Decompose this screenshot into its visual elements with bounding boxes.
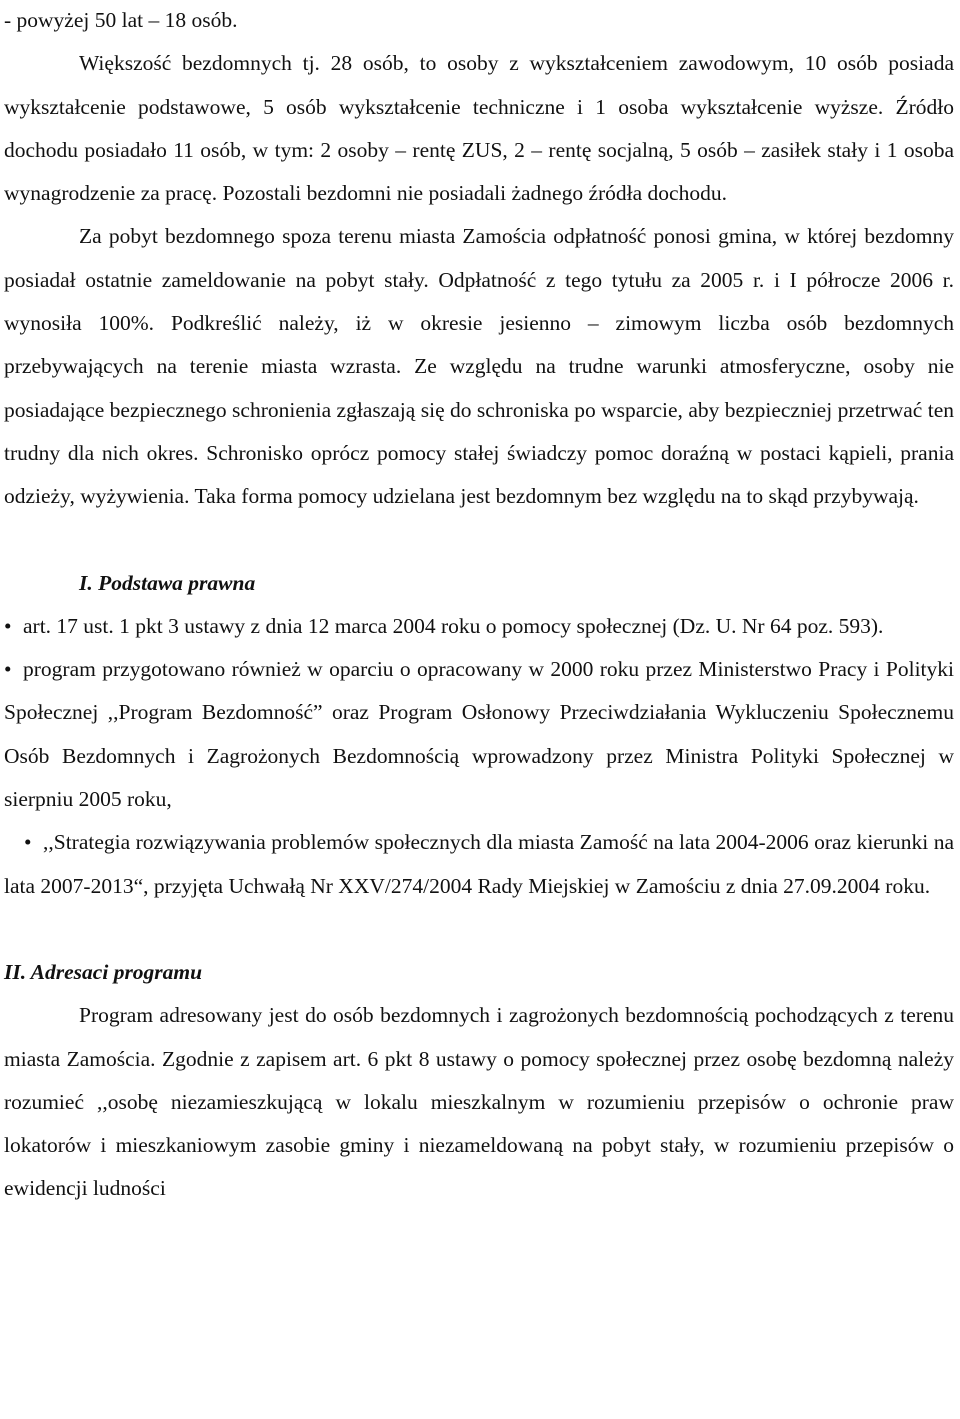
list-item-legal-basis-3 [4, 821, 954, 908]
list-item-text: program przygotowano również w oparciu o opracowany w 2000 roku przez Ministerstwo Pracy i Polityki Społecznej ,,Program Bezdomność” oraz Program Osłonowy Przeciwdziałania Wykluczeniu Społecznemu Osób Bezdomnych i Zagrożonych Bezdomnością wprowadzony przez Ministra Polityki Społecznej w sierpniu 2005 roku, [4, 657, 954, 812]
list-item-legal-basis-2 [4, 648, 954, 821]
paragraph-payment-shelter: Za pobyt bezdomnego spoza terenu miasta Zamościa odpłatność ponosi gmina, w której bezdomny posiadał ostatnie zameldowanie na pobyt stały. Odpłatność z tego tytułu za 2005 r. i I półrocze 2006 r. wynosiła 100%. Podkreślić należy, iż w okresie jesienno – zimowym liczba osób bezdomnych przebywających na terenie miasta wzrasta. Ze względu na trudne warunki atmosferyczne, osoby nie posiadające bezpiecznego schronienia zgłaszają się do schroniska po wsparcie, aby bezpieczniej przetrwać ten trudny dla nich okres. Schronisko oprócz pomocy stałej świadczy pomoc doraźną w postaci kąpieli, prania odzieży, wyżywienia. Taka forma pomocy udzielana jest bezdomnym bez względu na to skąd przybywają. [4, 224, 954, 509]
bullet-icon: • [4, 657, 12, 682]
section-heading-legal-basis: I. Podstawa prawna [79, 570, 256, 595]
bullet-icon: • [24, 830, 32, 855]
list-item-legal-basis-1 [4, 605, 954, 648]
bullet-icon: • [4, 613, 12, 638]
text-line-age-group: - powyżej 50 lat – 18 osób. [4, 8, 238, 32]
section-heading-addressees: II. Adresaci programu [4, 959, 203, 984]
list-item-text: ,,Strategia rozwiązywania problemów społecznych dla miasta Zamość na lata 2004-2006 oraz kierunki na lata 2007-2013“, przyjęta Uchwałą Nr XXV/274/2004 Rady Miejskiej w Zamościu z dnia 27.09.2004 roku. [4, 830, 954, 898]
paragraph-addressees: Program adresowany jest do osób bezdomnych i zagrożonych bezdomnością pochodzących z terenu miasta Zamościa. Zgodnie z zapisem art. 6 pkt 8 ustawy o pomocy społecznej przez osobę bezdomną należy rozumieć ,,osobę niezamieszkującą w lokalu mieszkalnym w rozumieniu przepisów o ochronie praw lokatorów i mieszkaniowym zasobie gminy i niezameldowaną na pobyt stały, w rozumieniu przepisów o ewidencji ludności [4, 1003, 954, 1201]
paragraph-education-income: Większość bezdomnych tj. 28 osób, to osoby z wykształceniem zawodowym, 10 osób posiada wykształcenie podstawowe, 5 osób wykształcenie techniczne i 1 osoba wykształcenie wyższe. Źródło dochodu posiadało 11 osób, w tym: 2 osoby – rentę ZUS, 2 – rentę socjalną, 5 osób – zasiłek stały i 1 osoba wynagrodzenie za pracę. Pozostali bezdomni nie posiadali żadnego źródła dochodu. [4, 51, 954, 206]
list-item-text: art. 17 ust. 1 pkt 3 ustawy z dnia 12 marca 2004 roku o pomocy społecznej (Dz. U. Nr 64 poz. 593). [23, 613, 884, 638]
